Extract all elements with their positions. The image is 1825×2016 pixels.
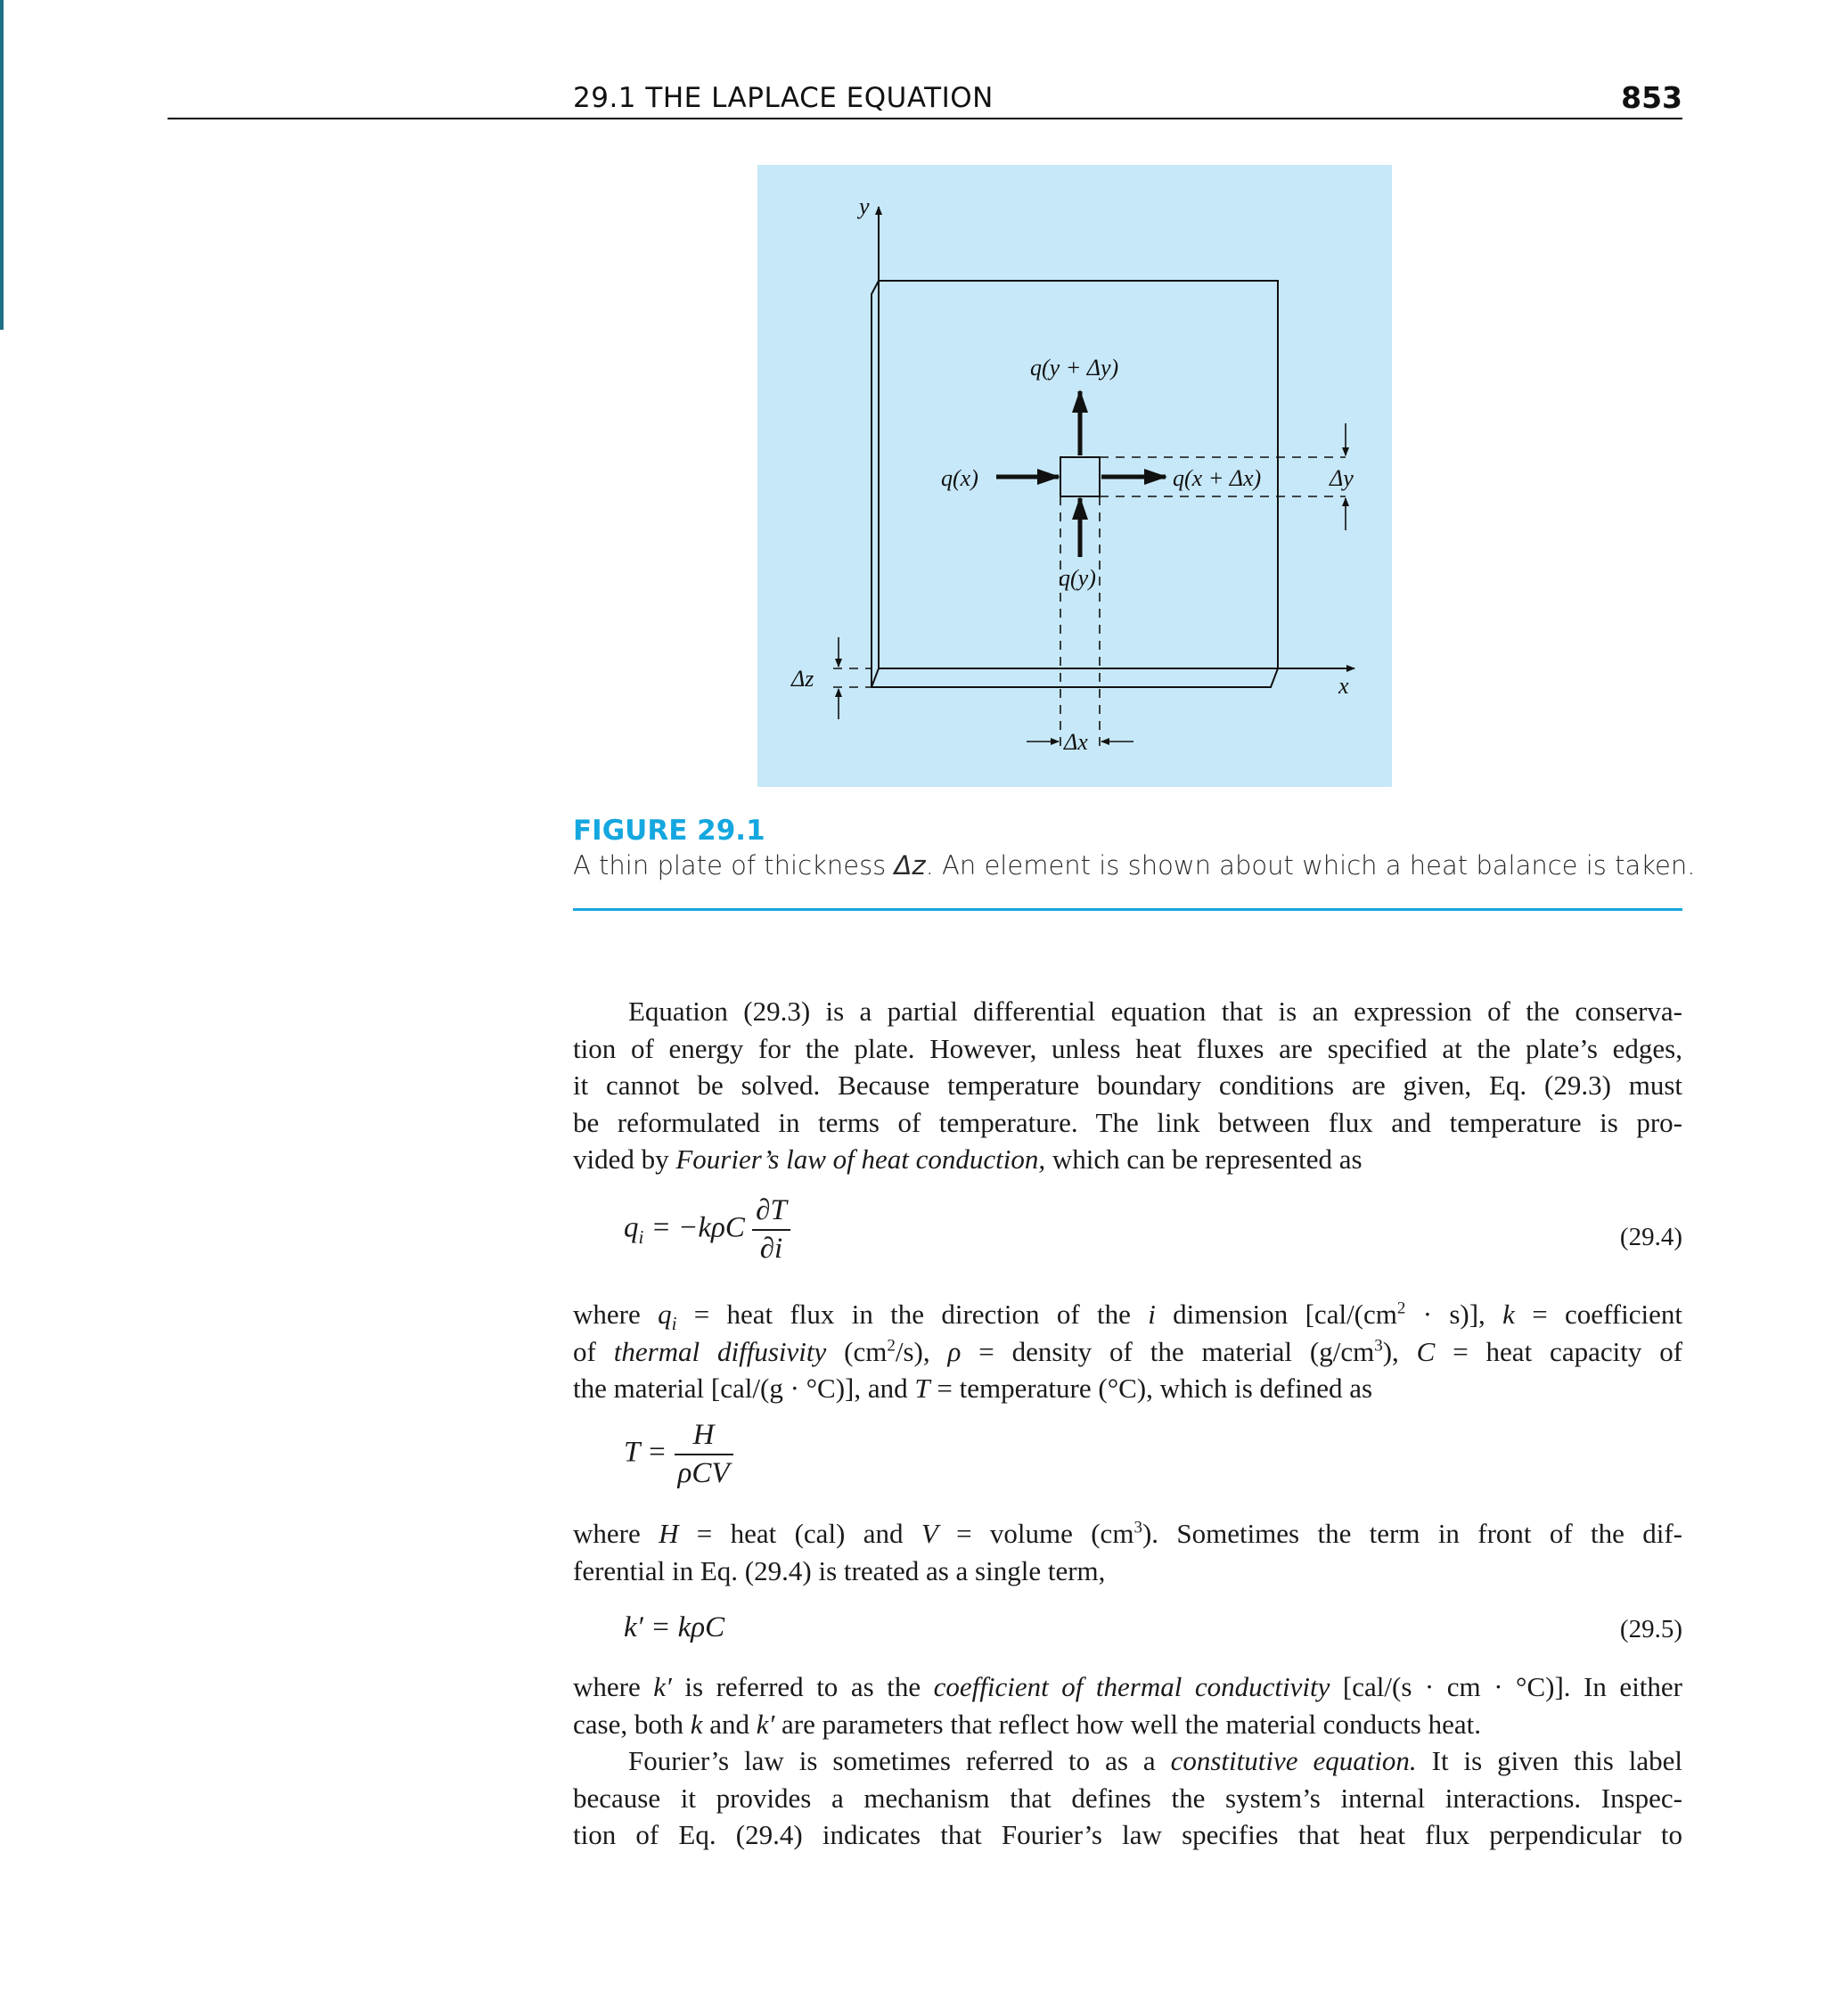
- where-block-2: where H = heat (cal) and V = volume $(cm^3)$. Sometimes the term in front of the dif- ferential in Eq. (29.4) is treated as a single term,: [573, 1518, 1682, 1586]
- plate-diagram: [757, 165, 1392, 787]
- paragraph-line: vided by Fourier’s law of heat conduction, which can be represented as: [573, 1143, 1363, 1175]
- figure-label: FIGURE 29.1: [573, 815, 765, 847]
- caption-delta-z: Δz: [894, 850, 926, 881]
- y-axis-label: y: [859, 193, 870, 219]
- dashed-guides: [833, 457, 1346, 753]
- label-dx: Δx: [1064, 729, 1088, 755]
- label-qx-dx: q(x + Δx): [1173, 465, 1262, 491]
- paragraph-line: tion of energy for the plate. However, unless heat fluxes are specified at the plate’s edges,: [573, 1032, 1682, 1064]
- element-square: [1060, 457, 1100, 496]
- page-edge-bar: [0, 0, 4, 330]
- figure-caption: A thin plate of thickness Δz. An element is shown about which a heat balance is taken.: [573, 850, 1696, 881]
- equation-29-5: k′ = kρC: [624, 1611, 725, 1643]
- figure-29-1: [757, 165, 1392, 787]
- equation-number-29-4: (29.4): [1619, 1223, 1682, 1251]
- equation-29-4: $q_i = -k\rho C$ $\frac{\partial T}{\partial i}$: [624, 1194, 790, 1266]
- section-title: 29.1 THE LAPLACE EQUATION: [573, 82, 994, 114]
- paragraph-1: [573, 993, 1682, 1178]
- label-dz: Δz: [791, 666, 814, 692]
- where-block-1: where $q_i$ = heat flux in the direction of the i dimension $[cal/(cm^2 \cdot s)]$, k = coefficient of thermal diffusivity $(cm^2/s)$, ρ = density of the material $(g/cm^3)$, C = heat capacity of the material [cal/(g · °C)], and T = temperature (°C), which is defined as: [573, 1299, 1683, 1404]
- figure-rule: [573, 908, 1682, 911]
- label-qx: q(x): [941, 465, 978, 491]
- label-qy: q(y): [1059, 565, 1096, 591]
- x-axis-label: x: [1338, 673, 1349, 699]
- paragraph-line: be reformulated in terms of temperature. The link between flux and temperature is pro-: [573, 1106, 1682, 1138]
- equation-temperature: T = $\frac{H}{\text{ρCV}}$: [624, 1419, 733, 1490]
- page-number: 853: [1621, 80, 1682, 115]
- label-dy: Δy: [1330, 465, 1354, 491]
- paragraph-2: Fourier’s law is sometimes referred to as a constitutive equation. It is given this label because it provides a mechanism that defines the system’s internal interactions. Inspec- tion of Eq. (29.4) indicates that Fourier’s law specifies that heat flux perpendicular to: [573, 1745, 1683, 1850]
- paragraph-line: Equation (29.3) is a partial differential equation that is an expression of the conserva-: [628, 996, 1682, 1027]
- where-block-3: where k′ is referred to as the coefficient of thermal conductivity [cal/(s · cm · °C)]. In either case, both k and k′ are parameters that reflect how well the material conducts heat.: [573, 1671, 1683, 1740]
- label-qy-dy: q(y + Δy): [1030, 355, 1119, 381]
- equation-number-29-5: (29.5): [1619, 1615, 1682, 1643]
- running-header: [168, 82, 1682, 119]
- paragraph-line: it cannot be solved. Because temperature boundary conditions are given, Eq. (29.3) must: [573, 1069, 1682, 1101]
